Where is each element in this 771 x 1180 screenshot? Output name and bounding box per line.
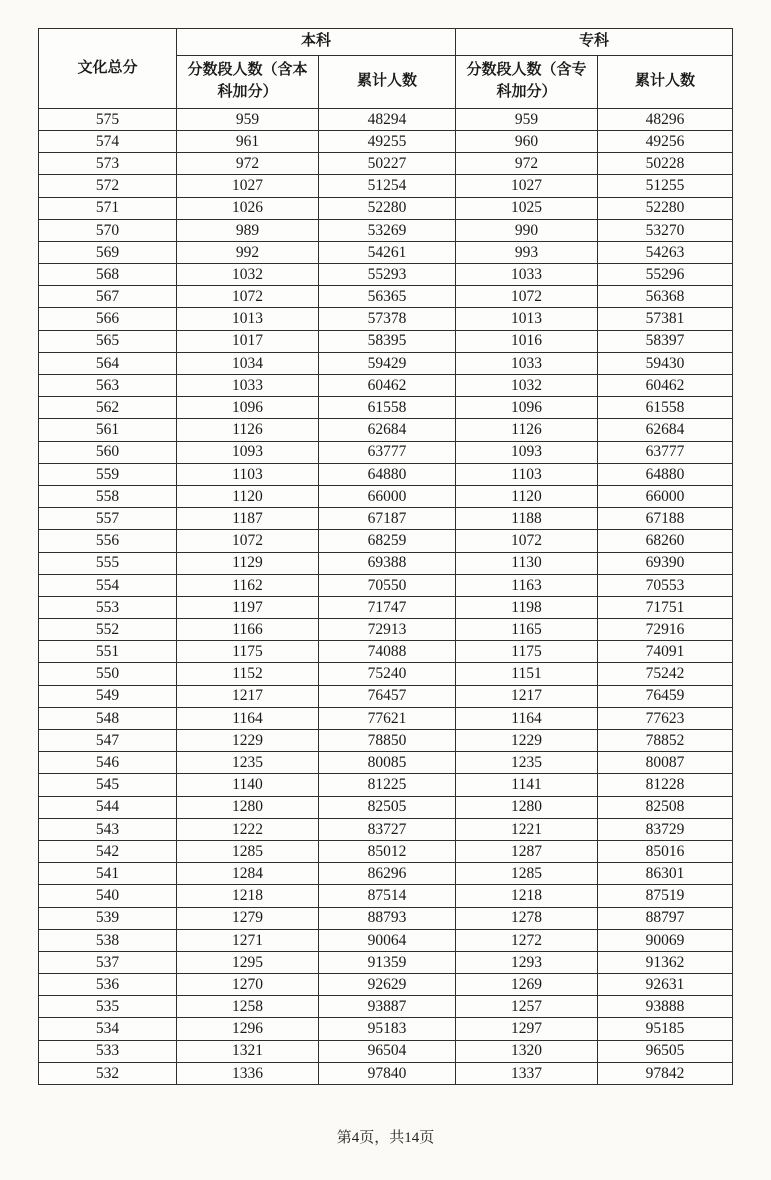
zhuanke-count-cell: 1103 [456,463,598,485]
score-cell: 541 [39,863,177,885]
zhuanke-count-cell: 993 [456,241,598,263]
table-row [39,419,733,441]
header-score: 文化总分 [39,29,177,109]
benke-cum-cell: 87514 [319,885,456,907]
benke-cum-cell: 88793 [319,907,456,929]
zhuanke-count-cell: 1198 [456,596,598,618]
zhuanke-count-cell: 1164 [456,707,598,729]
benke-cum-cell: 56365 [319,286,456,308]
score-cell: 539 [39,907,177,929]
benke-cum-cell: 49255 [319,130,456,152]
zhuanke-count-cell: 1072 [456,286,598,308]
table-row [39,241,733,263]
header-benke-count: 分数段人数（含本科加分） [177,55,319,108]
zhuanke-count-cell: 1278 [456,907,598,929]
benke-cum-cell: 75240 [319,663,456,685]
table-row [39,219,733,241]
zhuanke-count-cell: 1188 [456,508,598,530]
benke-cum-cell: 62684 [319,419,456,441]
benke-cum-cell: 52280 [319,197,456,219]
zhuanke-cum-cell: 51255 [598,175,733,197]
table-body [39,108,733,1084]
score-cell: 549 [39,685,177,707]
benke-count-cell: 1336 [177,1062,319,1084]
zhuanke-cum-cell: 87519 [598,885,733,907]
score-cell: 568 [39,264,177,286]
benke-cum-cell: 54261 [319,241,456,263]
table-row [39,796,733,818]
benke-cum-cell: 51254 [319,175,456,197]
table-row [39,863,733,885]
benke-count-cell: 1152 [177,663,319,685]
zhuanke-count-cell: 990 [456,219,598,241]
table-header [39,29,733,109]
table-row [39,1040,733,1062]
score-cell: 540 [39,885,177,907]
zhuanke-cum-cell: 61558 [598,397,733,419]
table-row [39,974,733,996]
zhuanke-cum-cell: 54263 [598,241,733,263]
score-cell: 573 [39,153,177,175]
zhuanke-count-cell: 1013 [456,308,598,330]
zhuanke-cum-cell: 70553 [598,574,733,596]
benke-count-cell: 992 [177,241,319,263]
score-cell: 547 [39,730,177,752]
table-row [39,774,733,796]
benke-cum-cell: 97840 [319,1062,456,1084]
table-row [39,596,733,618]
table-row [39,108,733,130]
score-distribution-table [38,28,733,1085]
zhuanke-cum-cell: 96505 [598,1040,733,1062]
score-cell: 538 [39,929,177,951]
score-cell: 552 [39,619,177,641]
table-row [39,885,733,907]
zhuanke-cum-cell: 58397 [598,330,733,352]
header-group-row [39,29,733,56]
score-cell: 563 [39,375,177,397]
score-cell: 551 [39,641,177,663]
benke-cum-cell: 71747 [319,596,456,618]
zhuanke-count-cell: 960 [456,130,598,152]
score-cell: 557 [39,508,177,530]
benke-cum-cell: 85012 [319,840,456,862]
table-row [39,907,733,929]
score-cell: 556 [39,530,177,552]
zhuanke-count-cell: 1027 [456,175,598,197]
zhuanke-cum-cell: 53270 [598,219,733,241]
benke-cum-cell: 61558 [319,397,456,419]
zhuanke-cum-cell: 56368 [598,286,733,308]
score-cell: 532 [39,1062,177,1084]
zhuanke-cum-cell: 52280 [598,197,733,219]
table-row [39,330,733,352]
zhuanke-cum-cell: 78852 [598,730,733,752]
zhuanke-count-cell: 1320 [456,1040,598,1062]
header-zhuanke-cum: 累计人数 [598,55,733,108]
benke-count-cell: 1280 [177,796,319,818]
benke-count-cell: 1271 [177,929,319,951]
benke-cum-cell: 64880 [319,463,456,485]
benke-count-cell: 1218 [177,885,319,907]
benke-count-cell: 1187 [177,508,319,530]
score-cell: 571 [39,197,177,219]
zhuanke-cum-cell: 60462 [598,375,733,397]
score-cell: 560 [39,441,177,463]
benke-count-cell: 1175 [177,641,319,663]
table-row [39,508,733,530]
table-row [39,264,733,286]
benke-cum-cell: 60462 [319,375,456,397]
benke-cum-cell: 95183 [319,1018,456,1040]
zhuanke-count-cell: 1287 [456,840,598,862]
zhuanke-count-cell: 1218 [456,885,598,907]
table-row [39,641,733,663]
page-footer: 第4页，共14页 [336,1130,435,1146]
benke-cum-cell: 59429 [319,352,456,374]
benke-cum-cell: 83727 [319,818,456,840]
benke-count-cell: 972 [177,153,319,175]
table-row [39,352,733,374]
benke-cum-cell: 72913 [319,619,456,641]
score-cell: 535 [39,996,177,1018]
zhuanke-count-cell: 1272 [456,929,598,951]
zhuanke-cum-cell: 80087 [598,752,733,774]
zhuanke-cum-cell: 69390 [598,552,733,574]
score-cell: 558 [39,485,177,507]
benke-cum-cell: 48294 [319,108,456,130]
zhuanke-cum-cell: 97842 [598,1062,733,1084]
benke-count-cell: 1072 [177,286,319,308]
benke-cum-cell: 92629 [319,974,456,996]
table-row [39,1018,733,1040]
zhuanke-count-cell: 1285 [456,863,598,885]
benke-count-cell: 1296 [177,1018,319,1040]
table-row [39,707,733,729]
benke-cum-cell: 50227 [319,153,456,175]
zhuanke-cum-cell: 85016 [598,840,733,862]
zhuanke-cum-cell: 95185 [598,1018,733,1040]
zhuanke-cum-cell: 76459 [598,685,733,707]
zhuanke-count-cell: 1293 [456,951,598,973]
score-cell: 534 [39,1018,177,1040]
benke-cum-cell: 80085 [319,752,456,774]
zhuanke-count-cell: 1096 [456,397,598,419]
table-row [39,619,733,641]
zhuanke-cum-cell: 77623 [598,707,733,729]
zhuanke-cum-cell: 68260 [598,530,733,552]
zhuanke-count-cell: 1221 [456,818,598,840]
table-row [39,951,733,973]
benke-cum-cell: 76457 [319,685,456,707]
score-cell: 559 [39,463,177,485]
zhuanke-count-cell: 1025 [456,197,598,219]
zhuanke-cum-cell: 66000 [598,485,733,507]
table-row [39,397,733,419]
benke-count-cell: 1129 [177,552,319,574]
benke-count-cell: 1017 [177,330,319,352]
table-row [39,752,733,774]
benke-count-cell: 1096 [177,397,319,419]
score-cell: 536 [39,974,177,996]
benke-count-cell: 959 [177,108,319,130]
table-row [39,840,733,862]
score-cell: 562 [39,397,177,419]
score-cell: 545 [39,774,177,796]
table-row [39,308,733,330]
benke-cum-cell: 82505 [319,796,456,818]
zhuanke-count-cell: 1016 [456,330,598,352]
table-row [39,197,733,219]
zhuanke-count-cell: 1165 [456,619,598,641]
benke-cum-cell: 96504 [319,1040,456,1062]
zhuanke-cum-cell: 82508 [598,796,733,818]
table-row [39,818,733,840]
zhuanke-count-cell: 1130 [456,552,598,574]
benke-cum-cell: 68259 [319,530,456,552]
score-cell: 564 [39,352,177,374]
zhuanke-count-cell: 1072 [456,530,598,552]
benke-count-cell: 1027 [177,175,319,197]
zhuanke-count-cell: 959 [456,108,598,130]
zhuanke-count-cell: 1032 [456,375,598,397]
zhuanke-count-cell: 1257 [456,996,598,1018]
table-row [39,663,733,685]
zhuanke-cum-cell: 62684 [598,419,733,441]
score-cell: 543 [39,818,177,840]
zhuanke-count-cell: 1235 [456,752,598,774]
benke-cum-cell: 91359 [319,951,456,973]
table-row [39,730,733,752]
benke-count-cell: 1235 [177,752,319,774]
zhuanke-count-cell: 1033 [456,352,598,374]
zhuanke-cum-cell: 91362 [598,951,733,973]
benke-count-cell: 1166 [177,619,319,641]
benke-count-cell: 1013 [177,308,319,330]
score-cell: 546 [39,752,177,774]
benke-cum-cell: 53269 [319,219,456,241]
benke-count-cell: 1026 [177,197,319,219]
benke-count-cell: 1103 [177,463,319,485]
score-cell: 565 [39,330,177,352]
zhuanke-count-cell: 1163 [456,574,598,596]
zhuanke-count-cell: 1217 [456,685,598,707]
benke-count-cell: 1258 [177,996,319,1018]
benke-count-cell: 1093 [177,441,319,463]
table-row [39,530,733,552]
zhuanke-cum-cell: 71751 [598,596,733,618]
zhuanke-cum-cell: 50228 [598,153,733,175]
score-cell: 550 [39,663,177,685]
zhuanke-count-cell: 1280 [456,796,598,818]
benke-cum-cell: 74088 [319,641,456,663]
header-benke-cum: 累计人数 [319,55,456,108]
benke-cum-cell: 63777 [319,441,456,463]
table-row [39,1062,733,1084]
zhuanke-count-cell: 1175 [456,641,598,663]
zhuanke-cum-cell: 86301 [598,863,733,885]
zhuanke-count-cell: 1297 [456,1018,598,1040]
benke-count-cell: 1072 [177,530,319,552]
score-cell: 542 [39,840,177,862]
score-cell: 569 [39,241,177,263]
score-cell: 574 [39,130,177,152]
zhuanke-count-cell: 1337 [456,1062,598,1084]
table-row [39,574,733,596]
benke-count-cell: 1120 [177,485,319,507]
zhuanke-cum-cell: 74091 [598,641,733,663]
benke-cum-cell: 77621 [319,707,456,729]
benke-count-cell: 1285 [177,840,319,862]
table-row [39,153,733,175]
score-cell: 537 [39,951,177,973]
benke-count-cell: 1126 [177,419,319,441]
score-cell: 548 [39,707,177,729]
score-cell: 561 [39,419,177,441]
zhuanke-count-cell: 1229 [456,730,598,752]
benke-count-cell: 1162 [177,574,319,596]
table-row [39,463,733,485]
table-row [39,485,733,507]
benke-cum-cell: 57378 [319,308,456,330]
table-row [39,375,733,397]
zhuanke-cum-cell: 72916 [598,619,733,641]
score-cell: 566 [39,308,177,330]
score-cell: 554 [39,574,177,596]
benke-count-cell: 1164 [177,707,319,729]
benke-count-cell: 1033 [177,375,319,397]
zhuanke-cum-cell: 92631 [598,974,733,996]
zhuanke-count-cell: 1093 [456,441,598,463]
header-zhuanke-count: 分数段人数（含专科加分） [456,55,598,108]
benke-cum-cell: 81225 [319,774,456,796]
zhuanke-cum-cell: 83729 [598,818,733,840]
benke-count-cell: 1222 [177,818,319,840]
benke-count-cell: 1032 [177,264,319,286]
benke-count-cell: 1270 [177,974,319,996]
benke-count-cell: 1034 [177,352,319,374]
zhuanke-cum-cell: 64880 [598,463,733,485]
benke-count-cell: 961 [177,130,319,152]
zhuanke-count-cell: 1126 [456,419,598,441]
score-cell: 567 [39,286,177,308]
zhuanke-cum-cell: 59430 [598,352,733,374]
score-cell: 544 [39,796,177,818]
benke-cum-cell: 90064 [319,929,456,951]
benke-count-cell: 1284 [177,863,319,885]
zhuanke-count-cell: 1269 [456,974,598,996]
zhuanke-count-cell: 1120 [456,485,598,507]
benke-cum-cell: 66000 [319,485,456,507]
benke-count-cell: 1279 [177,907,319,929]
header-benke-group: 本科 [177,29,456,56]
table-row [39,175,733,197]
zhuanke-cum-cell: 67188 [598,508,733,530]
zhuanke-count-cell: 972 [456,153,598,175]
benke-count-cell: 1229 [177,730,319,752]
benke-count-cell: 1295 [177,951,319,973]
zhuanke-cum-cell: 63777 [598,441,733,463]
score-cell: 555 [39,552,177,574]
table-row [39,130,733,152]
zhuanke-cum-cell: 75242 [598,663,733,685]
benke-cum-cell: 70550 [319,574,456,596]
benke-count-cell: 1197 [177,596,319,618]
benke-cum-cell: 58395 [319,330,456,352]
table-row [39,929,733,951]
table-row [39,685,733,707]
benke-cum-cell: 86296 [319,863,456,885]
benke-count-cell: 1217 [177,685,319,707]
zhuanke-cum-cell: 48296 [598,108,733,130]
benke-count-cell: 989 [177,219,319,241]
zhuanke-cum-cell: 88797 [598,907,733,929]
zhuanke-cum-cell: 55296 [598,264,733,286]
benke-cum-cell: 78850 [319,730,456,752]
zhuanke-cum-cell: 93888 [598,996,733,1018]
zhuanke-cum-cell: 57381 [598,308,733,330]
table-row [39,286,733,308]
zhuanke-cum-cell: 81228 [598,774,733,796]
table-row [39,552,733,574]
zhuanke-cum-cell: 49256 [598,130,733,152]
zhuanke-count-cell: 1033 [456,264,598,286]
score-cell: 533 [39,1040,177,1062]
table-row [39,996,733,1018]
benke-cum-cell: 69388 [319,552,456,574]
score-cell: 572 [39,175,177,197]
score-cell: 553 [39,596,177,618]
score-cell: 570 [39,219,177,241]
zhuanke-count-cell: 1151 [456,663,598,685]
table-row [39,441,733,463]
benke-count-cell: 1321 [177,1040,319,1062]
benke-cum-cell: 67187 [319,508,456,530]
zhuanke-count-cell: 1141 [456,774,598,796]
benke-cum-cell: 93887 [319,996,456,1018]
benke-count-cell: 1140 [177,774,319,796]
score-cell: 575 [39,108,177,130]
zhuanke-cum-cell: 90069 [598,929,733,951]
header-zhuanke-group: 专科 [456,29,733,56]
benke-cum-cell: 55293 [319,264,456,286]
